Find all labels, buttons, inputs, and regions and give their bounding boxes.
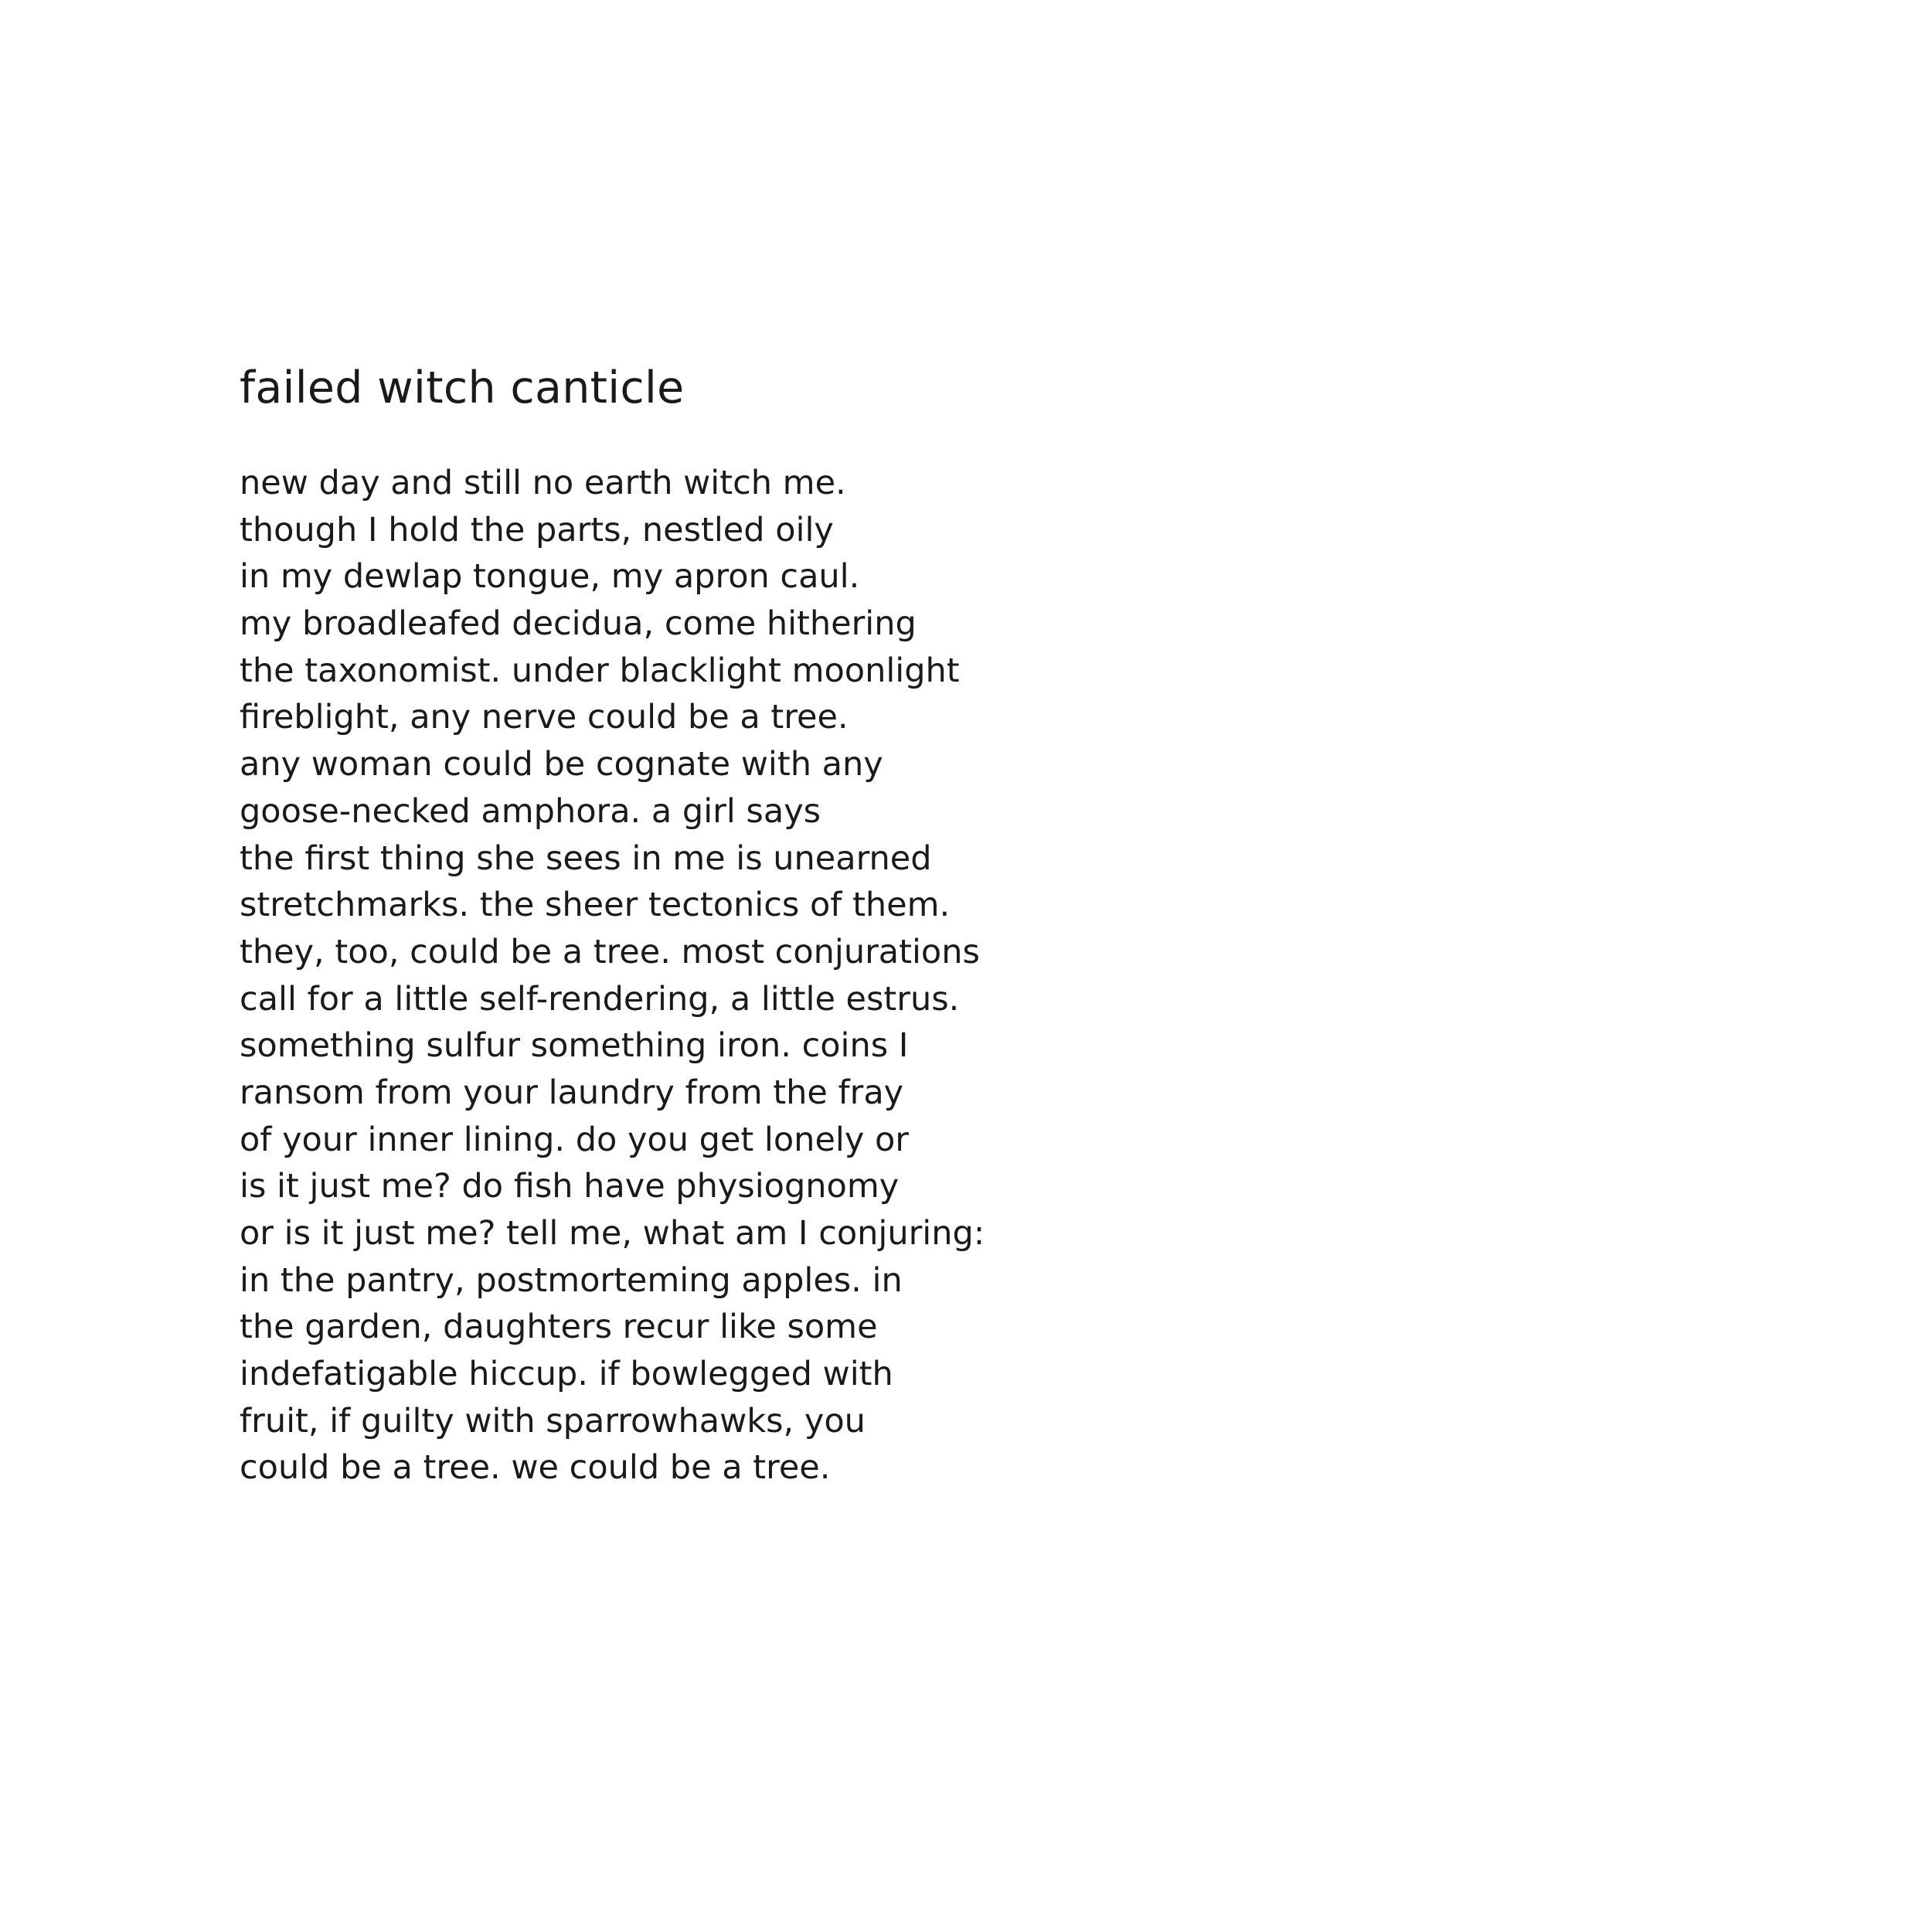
poem-line: indefatigable hiccup. if bowlegged with [240, 1355, 893, 1394]
poem-line: fireblight, any nerve could be a tree. [240, 698, 849, 737]
poem-line: new day and still no earth witch me. [240, 464, 846, 502]
poem-line: the first thing she sees in me is unearned [240, 838, 932, 878]
poem-line: in the pantry, postmorteming apples. in [240, 1260, 903, 1300]
poem-line: my broadleafed decidua, come hithering [240, 604, 917, 644]
poem-line: of your inner lining. do you get lonely or [240, 1120, 909, 1159]
poem-line: the garden, daughters recur like some [240, 1308, 878, 1347]
poem-line: stretchmarks. the sheer tectonics of them. [240, 886, 951, 925]
poem-line: could be a tree. we could be a tree. [240, 1448, 831, 1488]
poem-line: call for a little self-rendering, a little estrus. [240, 979, 960, 1019]
poem-line: the taxonomist. under blacklight moonlight [240, 651, 960, 690]
poem-line: they, too, could be a tree. most conjurations [240, 932, 980, 971]
poem-line: fruit, if guilty with sparrowhawks, you [240, 1401, 866, 1440]
poem-line: in my dewlap tongue, my apron caul. [240, 557, 860, 597]
poem-line: or is it just me? tell me, what am I conjuring: [240, 1214, 985, 1253]
poem-line: ransom from your laundry from the fray [240, 1073, 904, 1112]
poem-line: goose-necked amphora. a girl says [240, 791, 821, 831]
poem-line: something sulfur something iron. coins I [240, 1026, 909, 1066]
poem-line: though I hold the parts, nestled oily [240, 510, 834, 549]
poem-line: is it just me? do fish have physiognomy [240, 1167, 900, 1206]
poem-line: any woman could be cognate with any [240, 745, 883, 784]
poem-title: failed witch canticle [240, 362, 685, 413]
poem-body [240, 460, 985, 1492]
poem [240, 357, 1476, 1488]
